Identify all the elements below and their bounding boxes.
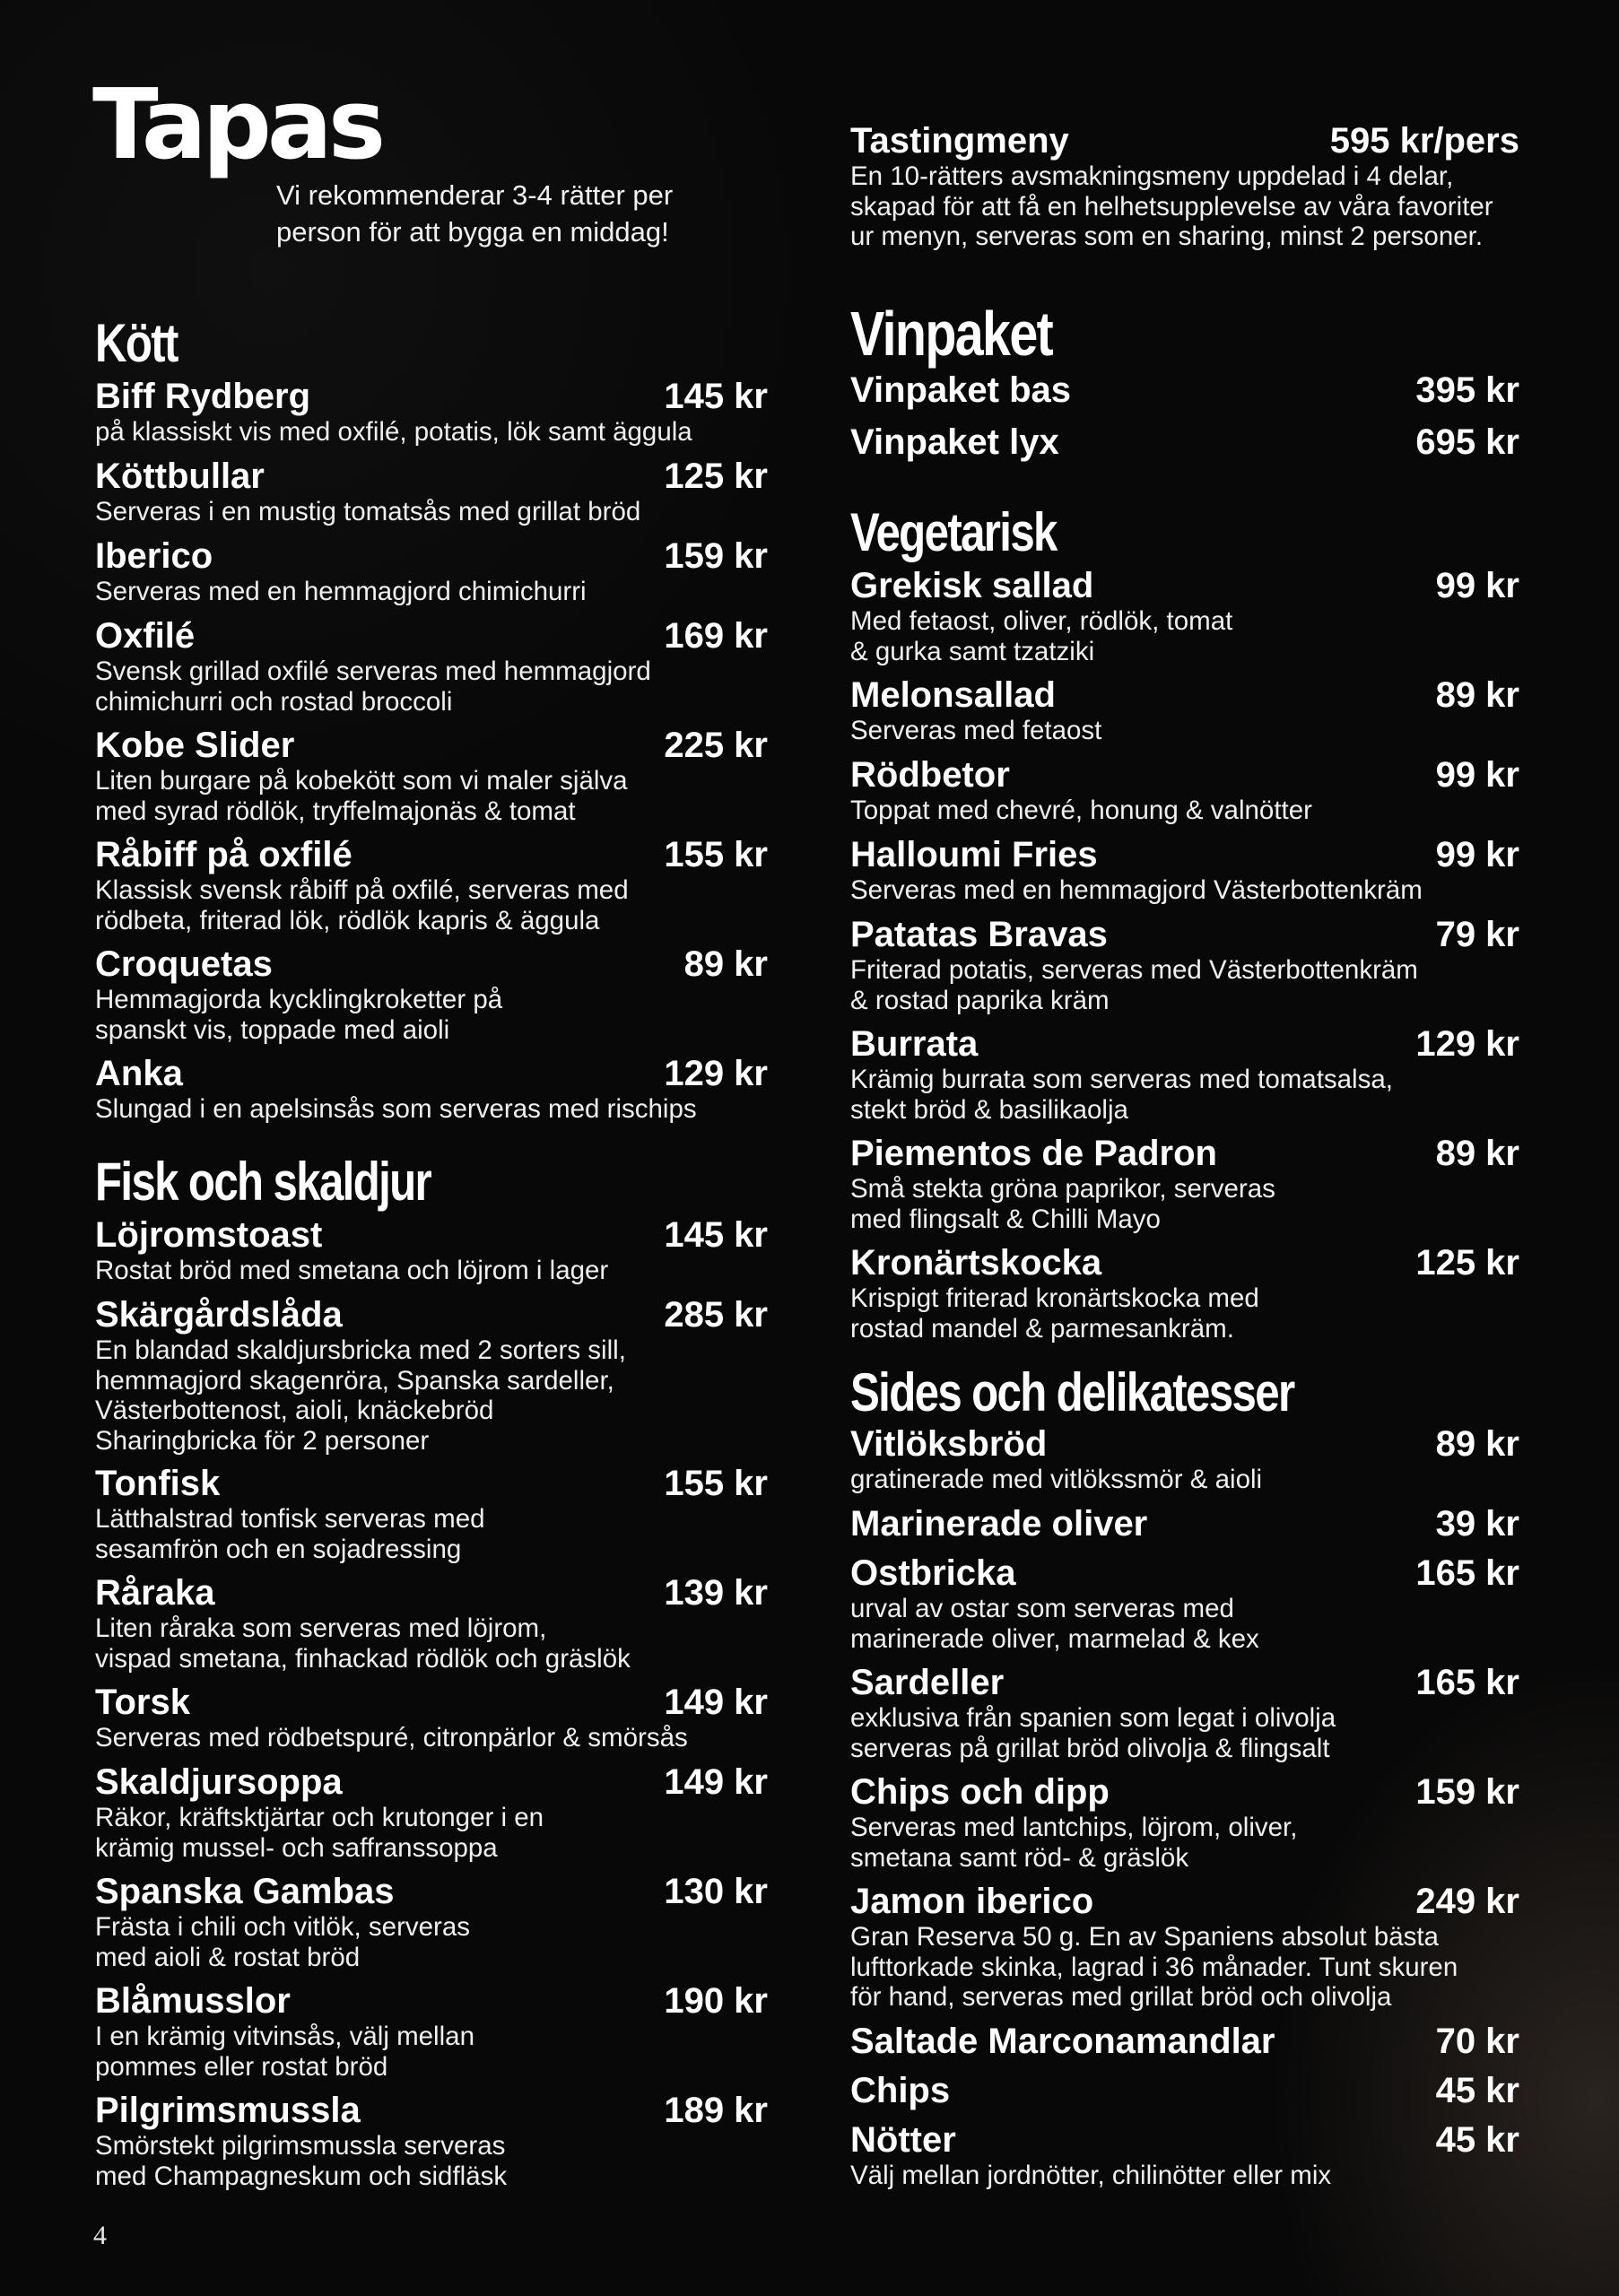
item-price: 165 kr — [1415, 1663, 1519, 1702]
item-price: 39 kr — [1435, 1504, 1519, 1544]
item-name: Spanska Gambas — [95, 1872, 395, 1911]
menu-item — [95, 1464, 768, 1573]
item-name: Grekisk sallad — [850, 566, 1094, 605]
item-description: Svensk grillad oxfilé serveras med hemmagjord chimichurri och rostad broccoli — [95, 657, 651, 717]
item-price: 125 kr — [1415, 1243, 1519, 1283]
item-price: 99 kr — [1435, 755, 1519, 795]
item-name: Chips och dipp — [850, 1772, 1110, 1812]
menu-item — [95, 616, 768, 726]
menu-item — [850, 2120, 1519, 2200]
section-vinpaket — [850, 299, 1519, 503]
item-name: Anka — [95, 1054, 183, 1093]
right-column — [850, 121, 1519, 2200]
item-price: 159 kr — [664, 536, 768, 576]
item-description: I en krämig vitvinsås, välj mellan pommes eller rostat bröd — [95, 2022, 474, 2082]
item-name: Tonfisk — [95, 1464, 221, 1503]
menu-item — [95, 536, 768, 616]
item-name: Vitlöksbröd — [850, 1424, 1048, 1464]
tasting-menu — [850, 121, 1519, 299]
menu-item — [95, 377, 768, 457]
item-name: Burrata — [850, 1024, 979, 1064]
item-name: Vinpaket lyx — [850, 422, 1059, 462]
item-description: på klassiskt vis med oxfilé, potatis, lök samt äggula — [95, 417, 692, 447]
item-name: Vinpaket bas — [850, 370, 1072, 410]
section-title: Fisk och skaldjur — [95, 1152, 431, 1212]
menu-item — [850, 2022, 1519, 2071]
page-number: 4 — [93, 2221, 107, 2250]
menu-item — [850, 2071, 1519, 2120]
item-price: 45 kr — [1435, 2071, 1519, 2110]
item-price: 99 kr — [1435, 566, 1519, 605]
item-price: 285 kr — [664, 1295, 768, 1335]
item-name: Jamon iberico — [850, 1882, 1094, 1921]
menu-item — [850, 1424, 1519, 1504]
menu-item — [95, 457, 768, 536]
page-title: Tapas — [92, 69, 382, 181]
menu-item — [95, 1981, 768, 2091]
item-name: Oxfilé — [95, 616, 196, 656]
item-name: Biff Rydberg — [95, 377, 310, 416]
menu-item — [95, 1683, 768, 1762]
item-description: Rostat bröd med smetana och löjrom i lager — [95, 1256, 609, 1285]
menu-item — [850, 566, 1519, 675]
item-name: Marinerade oliver — [850, 1504, 1148, 1544]
section-kott — [95, 314, 768, 1152]
item-name: Tastingmeny — [850, 121, 1069, 161]
menu-item — [850, 1772, 1519, 1882]
item-name: Piementos de Padron — [850, 1134, 1217, 1173]
item-price: 155 kr — [664, 1464, 768, 1503]
menu-item — [850, 835, 1519, 915]
item-description: Krämig burrata som serveras med tomatsalsa, stekt bröd & basilikaolja — [850, 1065, 1393, 1125]
item-description: Friterad potatis, serveras med Västerbottenkräm & rostad paprika kräm — [850, 955, 1418, 1015]
item-price: 190 kr — [664, 1981, 768, 2021]
item-description: Klassisk svensk råbiff på oxfilé, serveras med rödbeta, friterad lök, rödlök kapris & äggula — [95, 875, 629, 935]
menu-item — [95, 944, 768, 1054]
item-price: 45 kr — [1435, 2120, 1519, 2160]
menu-item — [850, 1504, 1519, 1553]
menu-item — [95, 1295, 768, 1464]
menu-item — [850, 1134, 1519, 1243]
item-name: Löjromstoast — [95, 1215, 323, 1255]
menu-item — [850, 1882, 1519, 2022]
item-description: Frästa i chili och vitlök, serveras med aioli & rostat bröd — [95, 1912, 471, 1972]
item-name: Rödbetor — [850, 755, 1010, 795]
item-name: Råraka — [95, 1573, 215, 1613]
item-name: Halloumi Fries — [850, 835, 1098, 874]
section-title: Vinpaket — [850, 299, 1053, 369]
item-price: 79 kr — [1435, 915, 1519, 954]
item-price: 145 kr — [664, 377, 768, 416]
item-description: Serveras med lantchips, löjrom, oliver, smetana samt röd- & gräslök — [850, 1813, 1298, 1873]
item-description: Med fetaost, oliver, rödlök, tomat & gurka samt tzatziki — [850, 606, 1233, 666]
page-subtitle: Vi rekommenderar 3-4 rätter per person för att bygga en middag! — [276, 179, 674, 248]
item-price: 395 kr — [1415, 370, 1519, 410]
item-description: Välj mellan jordnötter, chilinötter eller mix — [850, 2161, 1332, 2190]
menu-item — [850, 1553, 1519, 1663]
item-price: 149 kr — [664, 1683, 768, 1722]
item-name: Blåmusslor — [95, 1981, 291, 2021]
item-name: Nötter — [850, 2120, 956, 2160]
item-description: Gran Reserva 50 g. En av Spaniens absolut bästa lufttorkade skinka, lagrad i 36 månader. Tunt skuren för hand, serveras med grillat bröd och olivolja — [850, 1922, 1458, 2012]
item-price: 99 kr — [1435, 835, 1519, 874]
item-description: Små stekta gröna paprikor, serveras med flingsalt & Chilli Mayo — [850, 1174, 1275, 1234]
item-description: Slungad i en apelsinsås som serveras med rischips — [95, 1094, 697, 1124]
menu-item — [95, 1215, 768, 1295]
section-fisk — [95, 1152, 768, 2200]
item-price: 125 kr — [664, 457, 768, 496]
item-price: 189 kr — [664, 2091, 768, 2130]
menu-item — [850, 370, 1519, 422]
item-price: 89 kr — [683, 944, 768, 984]
item-price: 89 kr — [1435, 675, 1519, 715]
menu-item — [95, 1762, 768, 1872]
item-description: En 10-rätters avsmakningsmeny uppdelad i 4 delar, skapad för att få en helhetsupplevelse av våra favoriter ur menyn, serveras som en sharing, minst 2 personer. — [850, 161, 1493, 251]
item-description: Serveras med en hemmagjord chimichurri — [95, 577, 587, 606]
item-price: 129 kr — [664, 1054, 768, 1093]
item-price: 695 kr — [1415, 422, 1519, 462]
section-vegetarisk — [850, 503, 1519, 1363]
item-price: 89 kr — [1435, 1424, 1519, 1464]
item-name: Skaldjursoppa — [95, 1762, 343, 1802]
menu-item — [95, 726, 768, 835]
item-name: Råbiff på oxfilé — [95, 835, 353, 874]
item-name: Köttbullar — [95, 457, 265, 496]
item-name: Pilgrimsmussla — [95, 2091, 361, 2130]
item-name: Chips — [850, 2071, 951, 2110]
item-description: Liten burgare på kobekött som vi maler själva med syrad rödlök, tryffelmajonäs & tomat — [95, 766, 628, 826]
section-sides — [850, 1363, 1519, 2200]
menu-item — [850, 1243, 1519, 1363]
item-name: Skärgårdslåda — [95, 1295, 343, 1335]
item-description: En blandad skaldjursbricka med 2 sorters sill, hemmagjord skagenröra, Spanska sardeller, Västerbottenost, aioli, knäckebröd Sharingbricka för 2 personer — [95, 1335, 626, 1456]
menu-item — [850, 422, 1519, 503]
menu-item — [95, 835, 768, 944]
section-title: Sides och delikatesser — [850, 1362, 1294, 1422]
menu-item — [95, 2091, 768, 2200]
item-description: Serveras med rödbetspuré, citronpärlor & smörsås — [95, 1723, 688, 1752]
left-column — [95, 314, 768, 2200]
item-description: Serveras i en mustig tomatsås med grillat bröd — [95, 497, 641, 526]
item-description: Toppat med chevré, honung & valnötter — [850, 796, 1312, 825]
item-price: 165 kr — [1415, 1553, 1519, 1593]
menu-item — [850, 1024, 1519, 1134]
item-description: Krispigt friterad kronärtskocka med rostad mandel & parmesankräm. — [850, 1283, 1259, 1344]
item-price: 149 kr — [664, 1762, 768, 1802]
item-name: Patatas Bravas — [850, 915, 1108, 954]
item-name: Saltade Marconamandlar — [850, 2022, 1275, 2061]
item-name: Kobe Slider — [95, 726, 295, 765]
item-name: Melonsallad — [850, 675, 1056, 715]
item-name: Iberico — [95, 536, 213, 576]
item-price: 145 kr — [664, 1215, 768, 1255]
item-price: 139 kr — [664, 1573, 768, 1613]
item-name: Torsk — [95, 1683, 190, 1722]
item-description: Serveras med fetaost — [850, 716, 1102, 745]
menu-item — [850, 675, 1519, 755]
item-description: Liten råraka som serveras med löjrom, vispad smetana, finhackad rödlök och gräslök — [95, 1613, 631, 1674]
item-description: Smörstekt pilgrimsmussla serveras med Champagneskum och sidfläsk — [95, 2131, 508, 2191]
item-description: exklusiva från spanien som legat i olivolja serveras på grillat bröd olivolja & flingsalt — [850, 1703, 1336, 1763]
item-price: 249 kr — [1415, 1882, 1519, 1921]
item-description: Lätthalstrad tonfisk serveras med sesamfrön och en sojadressing — [95, 1504, 485, 1564]
menu-item — [850, 1663, 1519, 1772]
item-price: 225 kr — [664, 726, 768, 765]
menu-item — [850, 755, 1519, 835]
item-price: 89 kr — [1435, 1134, 1519, 1173]
item-description: Räkor, kräftsktjärtar och krutonger i en krämig mussel- och saffranssoppa — [95, 1803, 544, 1863]
item-name: Ostbricka — [850, 1553, 1016, 1593]
item-name: Kronärtskocka — [850, 1243, 1102, 1283]
menu-item — [850, 915, 1519, 1024]
section-title: Kött — [95, 313, 178, 373]
item-description: urval av ostar som serveras med marinerade oliver, marmelad & kex — [850, 1594, 1259, 1654]
item-price: 130 kr — [664, 1872, 768, 1911]
menu-item — [95, 1054, 768, 1152]
item-price: 155 kr — [664, 835, 768, 874]
menu-item — [95, 1872, 768, 1981]
item-price: 70 kr — [1435, 2022, 1519, 2061]
item-price: 595 kr/pers — [1329, 121, 1519, 161]
item-price: 169 kr — [664, 616, 768, 656]
item-price: 129 kr — [1415, 1024, 1519, 1064]
item-name: Sardeller — [850, 1663, 1005, 1702]
item-name: Croquetas — [95, 944, 273, 984]
item-description: Hemmagjorda kycklingkroketter på spanskt vis, toppade med aioli — [95, 985, 503, 1045]
item-description: Serveras med en hemmagjord Västerbottenkräm — [850, 875, 1423, 905]
item-price: 159 kr — [1415, 1772, 1519, 1812]
item-description: gratinerade med vitlökssmör & aioli — [850, 1465, 1263, 1494]
menu-item — [95, 1573, 768, 1683]
section-title: Vegetarisk — [850, 502, 1057, 562]
